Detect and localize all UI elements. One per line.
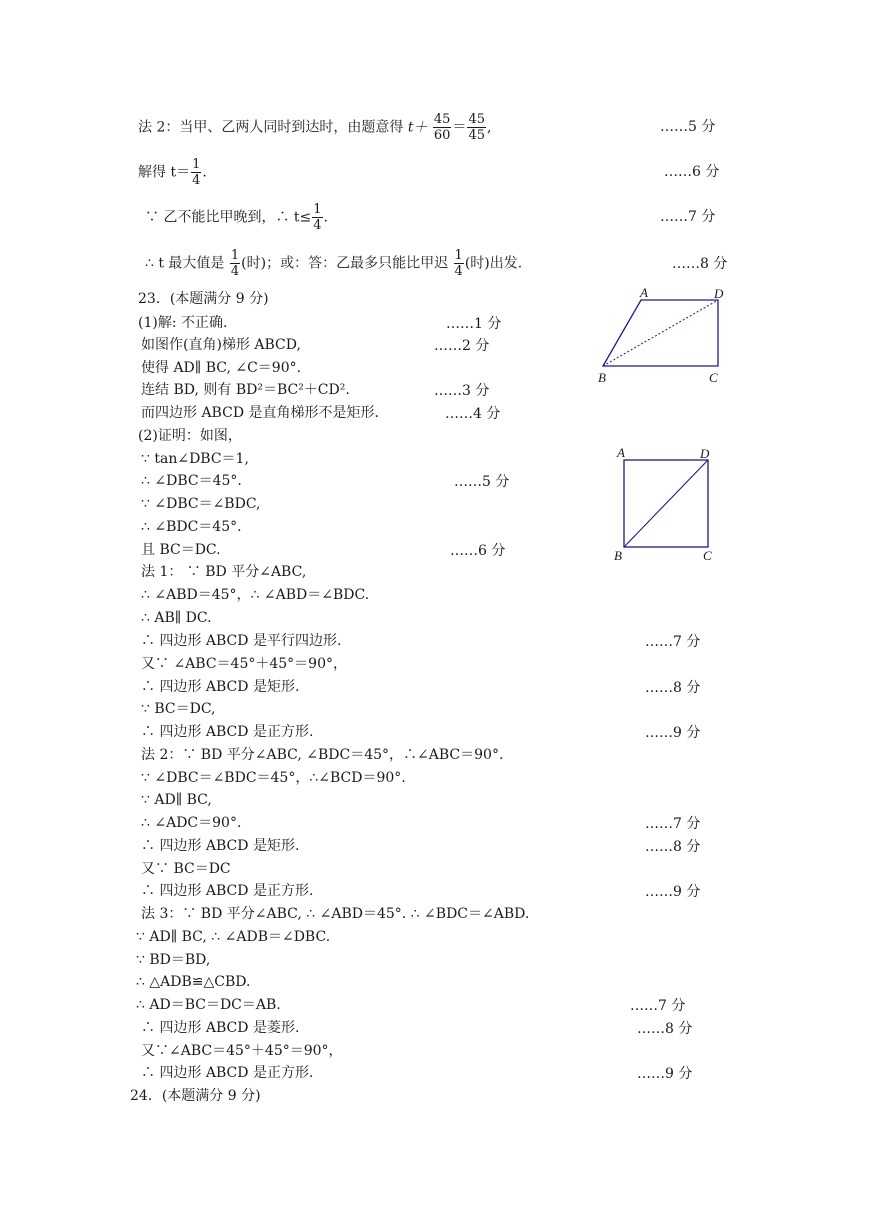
q23-line: ∴ 四边形 ABCD 是平行四边形. [141,633,342,649]
label-a: A [640,285,648,300]
trapezoid-figure [590,282,740,392]
q23-line: ∴ 四边形 ABCD 是矩形. [141,838,300,854]
score-5: ……5 分 [454,474,510,490]
score-8: ……8 分 [645,680,701,696]
numerator: 1 [313,202,322,217]
label-a: A [617,445,625,460]
q23-line: ∵ BC＝DC, [141,701,216,717]
denominator: 4 [454,264,463,279]
label-b: B [614,548,622,563]
q23-line: ∵ ∠DBC＝∠BDC＝45°，∴∠BCD＝90°. [141,770,406,786]
q23-line: 法 2：∵ BD 平分∠ABC, ∠BDC＝45°，∴∠ABC＝90°. [141,747,504,763]
q23-line: ∴ 四边形 ABCD 是矩形. [141,679,300,695]
q23-line: 使得 AD∥ BC, ∠C＝90°. [141,360,302,376]
score-8: ……8 分 [637,1021,693,1037]
numerator: 45 [468,112,485,127]
fraction-1-4 [230,248,240,279]
q23-line: ∴ ∠BDC＝45°. [141,519,242,535]
punct: , [487,119,492,136]
conclusion-line [145,248,522,279]
label-b: B [598,370,606,385]
q23-line: ∴ 四边形 ABCD 是菱形. [141,1020,300,1036]
q23-line: 又∵∠ABC＝45°＋45°＝90°， [141,1043,343,1059]
score-6: ……6 分 [664,164,720,180]
q23-line: ∴ AB∥ DC. [141,610,212,626]
line-text: ∴ t 最大值是 [145,255,229,272]
q24-heading: 24．(本题满分 9 分) [130,1088,261,1104]
score-7: ……7 分 [630,998,686,1014]
square-figure [608,442,728,567]
q23-line: ∴ ∠DBC＝45°. [141,473,242,489]
fraction-1-4 [454,248,464,279]
score-9: ……9 分 [645,884,701,900]
score-8: ……8 分 [672,256,728,272]
q23-line: ∵ tan∠DBC＝1, [141,451,249,467]
q23-line: ∴ △ADB≌△CBD. [136,974,251,990]
line-text: (时)；或：答：乙最多只能比甲迟 [241,255,453,272]
punct: . [323,209,328,226]
fraction-1-4 [191,157,201,188]
method2-equation-line [138,112,491,143]
denominator: 4 [192,173,201,188]
diagonal-bd-dashed [603,300,718,366]
q23-line: 连结 BD, 则有 BD²＝BC²＋CD². [141,382,350,398]
q23-line: 如图作(直角)梯形 ABCD, [141,337,301,353]
label-d: D [714,286,724,301]
denominator: 45 [468,128,485,143]
score-9: ……9 分 [637,1066,693,1082]
diagonal-bd [624,460,708,547]
denominator: 60 [433,128,451,143]
q23-line: 法 3：∵ BD 平分∠ABC, ∴ ∠ABD＝45°. ∴ ∠BDC＝∠ABD. [141,906,530,922]
numerator: 1 [192,157,201,172]
equals: ＝ [452,119,467,136]
var-t: t＋ [407,119,428,136]
line-text: 法 2：当甲、乙两人同时到达时，由题意得 [138,119,408,136]
q23-line: 而四边形 ABCD 是直角梯形不是矩形. [141,405,379,421]
solve-t-line [138,157,207,188]
label-c: C [709,370,718,385]
q23-line: ∵ BD＝BD, [136,952,211,968]
q23-line: ∴ ∠ADC＝90°. [141,815,242,831]
line-text: (时)出发. [464,255,523,272]
q23-line: 且 BC＝DC. [141,542,221,558]
q23-line: ∴ 四边形 ABCD 是正方形. [141,883,314,899]
punct: . [202,164,207,181]
score-8: ……8 分 [645,839,701,855]
q23-heading: 23．(本题满分 9 分) [138,291,269,307]
label-c: C [703,548,712,563]
fraction-1-4 [312,202,322,233]
q23-line: (1)解: 不正确. [138,315,228,331]
numerator: 1 [230,248,240,263]
score-6: ……6 分 [450,543,506,559]
fraction-45-60 [433,112,452,143]
label-d: D [700,446,710,461]
score-5: ……5 分 [660,119,716,135]
q23-line: ∵ AD∥ BC, [141,792,212,808]
q23-line: ∵ AD∥ BC, ∴ ∠ADB＝∠DBC. [136,929,331,945]
score-7: ……7 分 [645,816,701,832]
denominator: 4 [313,218,322,233]
q23-line: ∵ ∠DBC＝∠BDC, [141,496,261,512]
numerator: 1 [454,248,463,263]
q23-line: ∴ AD＝BC＝DC＝AB. [136,997,281,1013]
line-text: ∵ 乙不能比甲晚到，∴ t≤ [145,209,312,226]
score-7: ……7 分 [645,634,701,650]
q23-line: ∴ ∠ABD＝45°，∴ ∠ABD＝∠BDC. [141,587,370,603]
score-4: ……4 分 [445,406,501,422]
score-3: ……3 分 [434,383,490,399]
constraint-line [145,202,328,233]
q23-line: 又∵ ∠ABC＝45°＋45°＝90°， [141,656,347,672]
q23-line: (2)证明：如图， [138,428,242,444]
q23-line: ∴ 四边形 ABCD 是正方形. [141,1065,314,1081]
line-text: 解得 t＝ [138,164,191,181]
q23-line: 法 1： ∵ BD 平分∠ABC, [141,564,307,580]
score-2: ……2 分 [434,338,490,354]
fraction-45-45 [467,112,486,143]
score-9: ……9 分 [645,725,701,741]
q23-line: 又∵ BC＝DC [141,861,231,877]
score-1: ……1 分 [446,316,502,332]
denominator: 4 [230,264,240,279]
q23-line: ∴ 四边形 ABCD 是正方形. [141,724,314,740]
numerator: 45 [433,112,451,127]
score-7: ……7 分 [660,209,716,225]
